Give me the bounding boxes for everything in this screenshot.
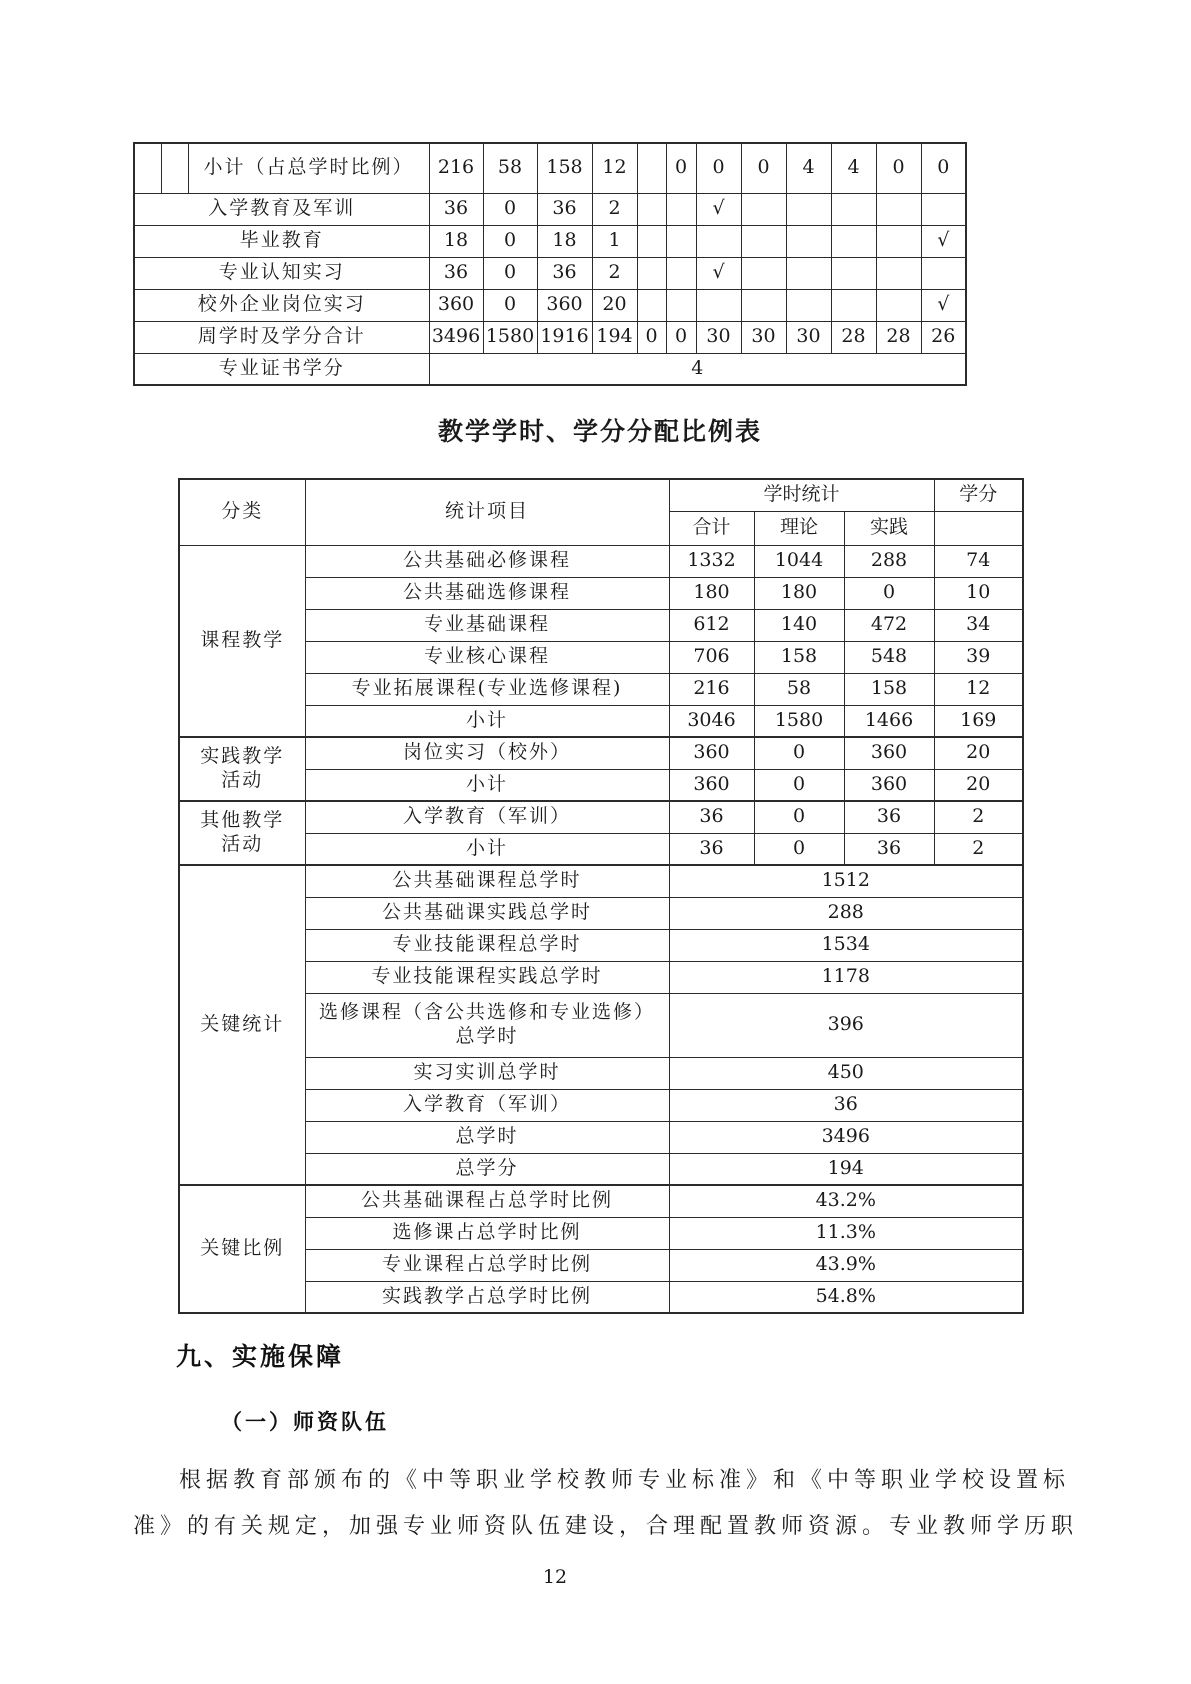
table-row — [134, 321, 966, 353]
table-row — [134, 193, 966, 225]
category-line: 活动 — [221, 833, 264, 855]
allocation-table-body — [179, 545, 1023, 1313]
row-label: 专业证书学分 — [134, 353, 429, 385]
item-cell: 公共基础课程占总学时比例 — [305, 1185, 669, 1217]
table-row — [179, 1281, 1023, 1313]
item-cell: 公共基础课实践总学时 — [305, 897, 669, 929]
item-cell: 公共基础课程总学时 — [305, 865, 669, 897]
table-cell — [831, 193, 876, 225]
table-cell: 140 — [754, 609, 844, 641]
table-row — [179, 961, 1023, 993]
table-title: 教学学时、学分分配比例表 — [437, 417, 762, 446]
table-row — [179, 479, 1023, 511]
table-cell: 0 — [754, 801, 844, 833]
checkmark-cell: √ — [921, 289, 966, 321]
table-cell: 360 — [669, 737, 754, 769]
table-cell: 58 — [483, 143, 537, 193]
table-cell: 36 — [844, 801, 934, 833]
table-cell: 0 — [666, 143, 696, 193]
header-theory: 理论 — [754, 511, 844, 545]
table-row — [179, 865, 1023, 897]
table-cell: 360 — [669, 769, 754, 801]
table-cell: 20 — [592, 289, 637, 321]
table-cell: 548 — [844, 641, 934, 673]
header-credits: 学分 — [934, 479, 1023, 511]
table-row — [134, 143, 966, 193]
table-row — [179, 577, 1023, 609]
table-cell: 1580 — [483, 321, 537, 353]
table-row — [179, 801, 1023, 833]
table-cell: 2 — [592, 193, 637, 225]
merged-value-cell: 450 — [669, 1057, 1023, 1089]
table-cell: 180 — [754, 577, 844, 609]
row-label: 小计（占总学时比例） — [188, 143, 429, 193]
table-row — [179, 1217, 1023, 1249]
table-cell: 158 — [754, 641, 844, 673]
table-cell: 2 — [592, 257, 637, 289]
item-cell: 总学时 — [305, 1121, 669, 1153]
table-cell: 216 — [429, 143, 483, 193]
empty-cell — [134, 143, 161, 193]
category-line: 其他教学 — [200, 809, 285, 832]
item-cell: 专业拓展课程(专业选修课程) — [305, 673, 669, 705]
table-cell: 360 — [537, 289, 592, 321]
table-cell: 3496 — [429, 321, 483, 353]
table-cell: 36 — [669, 833, 754, 865]
table-cell: 0 — [876, 143, 921, 193]
table-cell: 0 — [637, 321, 666, 353]
item-cell: 岗位实习（校外） — [305, 737, 669, 769]
table-cell: 180 — [669, 577, 754, 609]
merged-value-cell: 1512 — [669, 865, 1023, 897]
table-cell: 1332 — [669, 545, 754, 577]
item-cell: 选修课占总学时比例 — [305, 1217, 669, 1249]
table-cell: 0 — [483, 225, 537, 257]
table-row — [179, 1121, 1023, 1153]
item-cell: 小计 — [305, 833, 669, 865]
table-cell: 30 — [741, 321, 786, 353]
category-line: 关键统计 — [200, 1013, 285, 1036]
table-row — [179, 1153, 1023, 1185]
table-row — [134, 225, 966, 257]
table-row — [179, 705, 1023, 737]
table-cell — [786, 225, 831, 257]
table-cell: 1 — [592, 225, 637, 257]
table-cell: 0 — [844, 577, 934, 609]
merged-value-cell: 43.2% — [669, 1185, 1023, 1217]
item-cell: 实践教学占总学时比例 — [305, 1281, 669, 1313]
category-cell — [179, 865, 305, 1185]
table-cell: 706 — [669, 641, 754, 673]
row-label: 校外企业岗位实习 — [134, 289, 429, 321]
item-cell: 公共基础必修课程 — [305, 545, 669, 577]
table-cell — [637, 143, 666, 193]
table-cell — [637, 257, 666, 289]
table-row — [134, 353, 966, 385]
allocation-table — [178, 478, 1024, 1314]
table-cell: 58 — [754, 673, 844, 705]
table-row — [179, 833, 1023, 865]
table-cell: 1466 — [844, 705, 934, 737]
merged-value-cell: 1534 — [669, 929, 1023, 961]
body-paragraph-line: 根据教育部颁布的《中等职业学校教师专业标准》和《中等职业学校设置标 — [179, 1468, 1071, 1493]
table-cell: 0 — [483, 289, 537, 321]
table-cell: 0 — [921, 143, 966, 193]
table-cell: 36 — [669, 801, 754, 833]
table-cell — [637, 289, 666, 321]
header-total: 合计 — [669, 511, 754, 545]
item-cell: 专业技能课程实践总学时 — [305, 961, 669, 993]
table-cell: 288 — [844, 545, 934, 577]
table-cell: 0 — [754, 737, 844, 769]
table-cell — [876, 193, 921, 225]
item-cell: 总学分 — [305, 1153, 669, 1185]
merged-value-cell: 288 — [669, 897, 1023, 929]
table-cell — [666, 289, 696, 321]
table-row — [179, 1089, 1023, 1121]
table-cell: 12 — [592, 143, 637, 193]
item-cell — [305, 993, 669, 1057]
table-cell — [666, 257, 696, 289]
table-cell: 28 — [831, 321, 876, 353]
item-cell: 专业核心课程 — [305, 641, 669, 673]
table-cell: 30 — [786, 321, 831, 353]
merged-value-cell: 43.9% — [669, 1249, 1023, 1281]
category-cell — [179, 1185, 305, 1313]
row-label: 专业认知实习 — [134, 257, 429, 289]
checkmark-cell: √ — [696, 257, 741, 289]
category-line: 实践教学 — [200, 745, 285, 768]
table-cell — [786, 193, 831, 225]
table-cell: 4 — [786, 143, 831, 193]
merged-value-cell: 194 — [669, 1153, 1023, 1185]
empty-cell — [161, 143, 188, 193]
table-cell: 360 — [429, 289, 483, 321]
table-cell — [921, 193, 966, 225]
table-cell: 34 — [934, 609, 1023, 641]
allocation-table-header — [179, 479, 1023, 545]
table-cell: 2 — [934, 833, 1023, 865]
table-cell — [876, 257, 921, 289]
header-category: 分类 — [179, 479, 305, 545]
category-line: 课程教学 — [200, 628, 285, 651]
item-cell: 入学教育（军训） — [305, 801, 669, 833]
table-cell: 36 — [429, 257, 483, 289]
table-cell: 0 — [754, 833, 844, 865]
table-cell: 28 — [876, 321, 921, 353]
table-cell: 18 — [429, 225, 483, 257]
merged-value-cell: 36 — [669, 1089, 1023, 1121]
table-cell — [637, 193, 666, 225]
item-cell: 公共基础选修课程 — [305, 577, 669, 609]
table-row — [179, 545, 1023, 577]
table-cell: 18 — [537, 225, 592, 257]
table-cell: 4 — [831, 143, 876, 193]
item-cell: 入学教育（军训） — [305, 1089, 669, 1121]
category-line: 活动 — [221, 769, 264, 791]
item-cell: 专业基础课程 — [305, 609, 669, 641]
table-row — [179, 929, 1023, 961]
table-row — [179, 769, 1023, 801]
table-cell: 3046 — [669, 705, 754, 737]
table-cell — [741, 289, 786, 321]
table-cell: 1044 — [754, 545, 844, 577]
category-cell — [179, 801, 305, 865]
table-cell: 36 — [844, 833, 934, 865]
table-cell — [666, 193, 696, 225]
row-label: 毕业教育 — [134, 225, 429, 257]
row-label: 周学时及学分合计 — [134, 321, 429, 353]
checkmark-cell: √ — [696, 193, 741, 225]
table-row — [179, 673, 1023, 705]
subsection-heading: （一）师资队伍 — [221, 1411, 389, 1434]
header-item: 统计项目 — [305, 479, 669, 545]
item-line: 选修课程（含公共选修和专业选修） — [318, 1001, 655, 1024]
table-cell: 30 — [696, 321, 741, 353]
item-cell: 专业课程占总学时比例 — [305, 1249, 669, 1281]
page-number: 12 — [542, 1566, 568, 1588]
merged-value-cell: 396 — [669, 993, 1023, 1057]
table-cell: 20 — [934, 737, 1023, 769]
table-cell: 360 — [844, 769, 934, 801]
table-cell — [876, 289, 921, 321]
table-cell: 0 — [754, 769, 844, 801]
table-row — [179, 641, 1023, 673]
table-cell: 612 — [669, 609, 754, 641]
table-row — [179, 737, 1023, 769]
table-row — [179, 993, 1023, 1057]
merged-value-cell: 11.3% — [669, 1217, 1023, 1249]
merged-value-cell: 4 — [429, 353, 966, 385]
table-row — [134, 289, 966, 321]
item-cell: 小计 — [305, 705, 669, 737]
table-cell: 74 — [934, 545, 1023, 577]
merged-value-cell: 3496 — [669, 1121, 1023, 1153]
table-cell: 216 — [669, 673, 754, 705]
table-cell: 194 — [592, 321, 637, 353]
table-cell: 158 — [844, 673, 934, 705]
table-row — [179, 1057, 1023, 1089]
table-cell: 2 — [934, 801, 1023, 833]
table-cell — [831, 225, 876, 257]
item-cell: 小计 — [305, 769, 669, 801]
continuation-table — [133, 142, 967, 386]
table-cell — [666, 225, 696, 257]
item-line: 总学时 — [455, 1025, 519, 1047]
table-cell: 12 — [934, 673, 1023, 705]
table-cell: 0 — [741, 143, 786, 193]
table-cell: 0 — [483, 193, 537, 225]
table-cell: 360 — [844, 737, 934, 769]
table-cell — [696, 289, 741, 321]
table-cell — [741, 257, 786, 289]
header-hours-group: 学时统计 — [669, 479, 934, 511]
table-cell: 36 — [429, 193, 483, 225]
table-cell: 36 — [537, 257, 592, 289]
merged-value-cell: 1178 — [669, 961, 1023, 993]
table-cell: 472 — [844, 609, 934, 641]
summary-table-body — [134, 143, 966, 385]
table-cell: 20 — [934, 769, 1023, 801]
table-row — [179, 897, 1023, 929]
body-paragraph-line: 准》的有关规定，加强专业师资队伍建设，合理配置教师资源。专业教师学历职 — [133, 1514, 1079, 1539]
table-cell: 0 — [696, 143, 741, 193]
table-cell — [786, 257, 831, 289]
table-cell — [696, 225, 741, 257]
table-cell: 169 — [934, 705, 1023, 737]
table-cell: 1580 — [754, 705, 844, 737]
category-cell — [179, 737, 305, 801]
table-cell — [741, 225, 786, 257]
checkmark-cell: √ — [921, 225, 966, 257]
row-label: 入学教育及军训 — [134, 193, 429, 225]
table-row — [179, 1185, 1023, 1217]
table-cell — [831, 289, 876, 321]
table-cell: 39 — [934, 641, 1023, 673]
table-row — [179, 609, 1023, 641]
table-cell: 0 — [666, 321, 696, 353]
item-cell: 实习实训总学时 — [305, 1057, 669, 1089]
table-cell: 26 — [921, 321, 966, 353]
table-cell: 10 — [934, 577, 1023, 609]
table-cell: 1916 — [537, 321, 592, 353]
merged-value-cell: 54.8% — [669, 1281, 1023, 1313]
table-cell — [741, 193, 786, 225]
category-line: 关键比例 — [200, 1237, 285, 1260]
header-practice: 实践 — [844, 511, 934, 545]
category-cell — [179, 545, 305, 737]
table-row — [179, 1249, 1023, 1281]
empty-cell — [934, 511, 1023, 545]
table-cell — [876, 225, 921, 257]
item-cell: 专业技能课程总学时 — [305, 929, 669, 961]
table-cell: 36 — [537, 193, 592, 225]
table-row — [134, 257, 966, 289]
table-cell — [637, 225, 666, 257]
table-cell: 158 — [537, 143, 592, 193]
table-cell — [831, 257, 876, 289]
table-cell: 0 — [483, 257, 537, 289]
section-heading: 九、实施保障 — [176, 1343, 345, 1371]
table-cell — [786, 289, 831, 321]
table-cell — [921, 257, 966, 289]
